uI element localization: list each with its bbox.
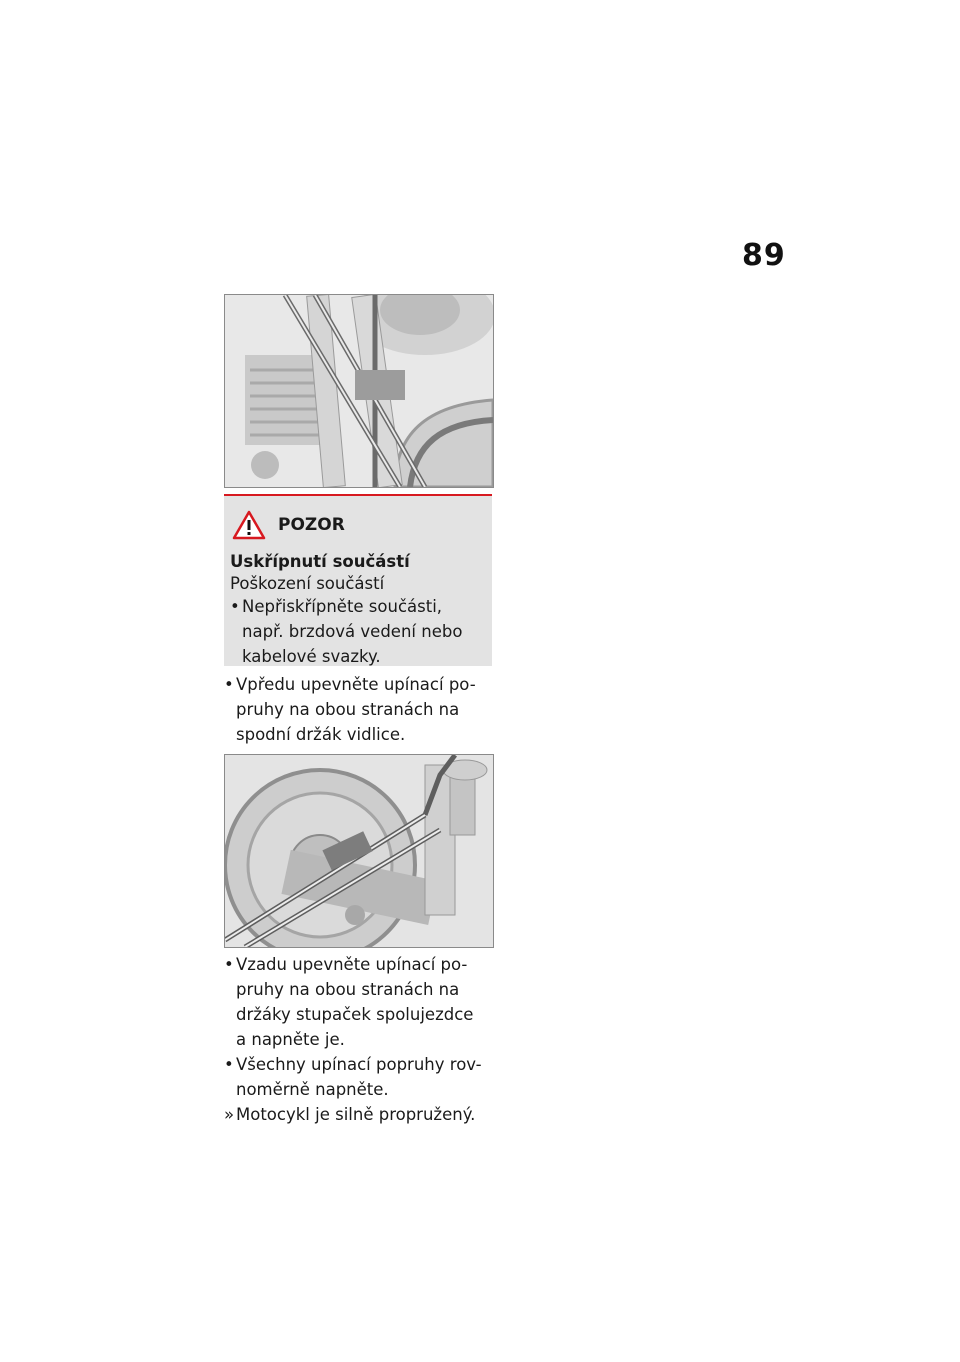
warning-bullet-line: např. brzdová vedení nebo <box>242 622 463 641</box>
instruction-line: Vpředu upevněte upínací po- <box>236 675 476 694</box>
instruction-line: pruhy na obou stranách na <box>236 980 460 999</box>
warning-bullet-line: Nepřiskřípněte součásti, <box>242 597 443 616</box>
figure-rear-straps <box>224 754 494 948</box>
warning-heading: Uskřípnutí součástí <box>230 552 410 571</box>
result-line: Motocykl je silně propružený. <box>236 1105 476 1124</box>
instruction-list-rear <box>224 952 494 1127</box>
page-number: 89 <box>742 238 786 273</box>
instruction-item <box>224 952 494 1052</box>
instruction-item <box>224 672 494 747</box>
result-item <box>224 1102 494 1127</box>
warning-consequence: Poškození součástí <box>230 574 385 593</box>
bullet-marker: • <box>224 675 234 694</box>
instruction-line: Vzadu upevněte upínací po- <box>236 955 468 974</box>
warning-box <box>224 494 492 666</box>
instruction-line: noměrně napněte. <box>236 1080 389 1099</box>
figure-front-straps <box>224 294 494 488</box>
instruction-line: spodní držák vidlice. <box>236 725 406 744</box>
bullet-marker: • <box>224 1055 234 1074</box>
bullet-marker: • <box>230 597 240 616</box>
instruction-item <box>224 1052 494 1102</box>
warning-header <box>232 510 345 540</box>
result-marker: » <box>224 1105 235 1124</box>
bullet-marker: • <box>224 955 234 974</box>
warning-triangle-icon <box>232 510 266 540</box>
warning-bullet-line: kabelové svazky. <box>242 647 381 666</box>
instruction-line: Všechny upínací popruhy rov- <box>236 1055 482 1074</box>
instruction-list-front <box>224 672 494 747</box>
warning-bullet <box>230 594 462 669</box>
instruction-line: pruhy na obou stranách na <box>236 700 460 719</box>
warning-title: POZOR <box>278 515 345 535</box>
instruction-line: a napněte je. <box>236 1030 345 1049</box>
instruction-line: držáky stupaček spolujezdce <box>236 1005 474 1024</box>
